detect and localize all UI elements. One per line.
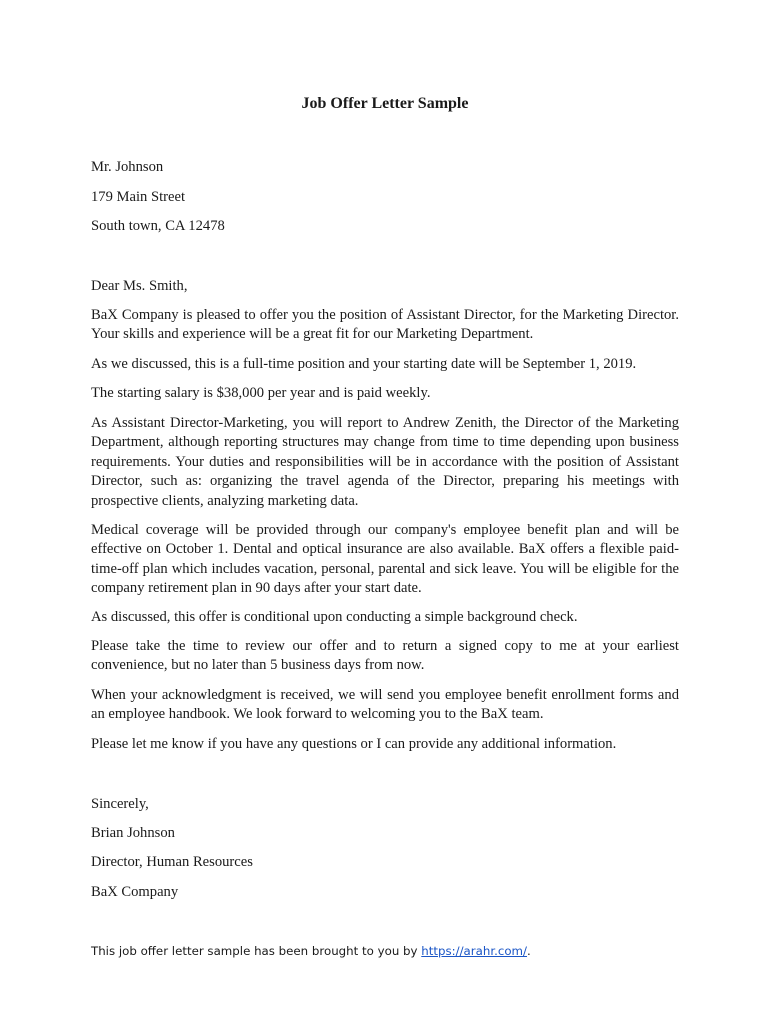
- signer-company: [91, 883, 679, 902]
- paragraph-benefits: [91, 521, 679, 599]
- signer-name: [91, 824, 679, 843]
- paragraph-text: Please take the time to review our offer and to return a signed copy to me at your earliest convenience, but no later than 5 business days from now.: [91, 638, 679, 674]
- document-title: Job Offer Letter Sample: [301, 95, 469, 112]
- recipient-city-text: South town, CA 12478: [91, 218, 225, 234]
- paragraph-acknowledgment: [91, 686, 679, 725]
- paragraph-text: BaX Company is pleased to offer you the position of Assistant Director, for the Marketing Director. Your skills and experience will be a great fit for our Marketing Department.: [91, 307, 679, 343]
- paragraph-text: Please let me know if you have any questions or I can provide any additional information.: [91, 736, 617, 752]
- footer-suffix: .: [527, 944, 531, 958]
- signer-company-text: BaX Company: [91, 884, 179, 900]
- recipient-street: [91, 188, 679, 207]
- paragraph-review: [91, 637, 679, 676]
- recipient-name: [91, 158, 679, 177]
- paragraph-questions: [91, 735, 679, 754]
- footer-note: [91, 942, 531, 960]
- footer-link[interactable]: https://arahr.com/: [421, 944, 528, 958]
- paragraph-start-date: [91, 355, 679, 374]
- paragraph-text: As we discussed, this is a full-time position and your starting date will be September 1, 2019.: [91, 356, 637, 372]
- sign-off: [91, 795, 679, 814]
- paragraph-offer: [91, 306, 679, 345]
- salutation: [91, 277, 679, 296]
- paragraph-salary: [91, 384, 679, 403]
- paragraph-reporting: [91, 414, 679, 511]
- signer-name-text: Brian Johnson: [91, 825, 175, 841]
- signer-position: [91, 853, 679, 872]
- paragraph-background-check: [91, 608, 679, 627]
- paragraph-text: As Assistant Director-Marketing, you will report to Andrew Zenith, the Director of the Marketing Department, although reporting structures may change from time to time depending upon business requirements. Your duties and responsibilities will be in accordance with the position of Assistant Director, such as: organizing the travel agenda of the Director, preparing his meetings with prospective clients, analyzing marketing data.: [91, 415, 679, 509]
- salutation-text: Dear Ms. Smith,: [91, 278, 188, 294]
- paragraph-text: Medical coverage will be provided through our company's employee benefit plan and will be effective on October 1. Dental and optical insurance are also available. BaX offers a flexible paid-time-off plan which includes vacation, personal, parental and sick leave. You will be eligible for the company retirement plan in 90 days after your start date.: [91, 522, 679, 597]
- paragraph-text: When your acknowledgment is received, we will send you employee benefit enrollment forms and an employee handbook. We look forward to welcoming you to the BaX team.: [91, 687, 679, 723]
- recipient-street-text: 179 Main Street: [91, 189, 186, 205]
- signer-position-text: Director, Human Resources: [91, 854, 253, 870]
- recipient-name-text: Mr. Johnson: [91, 159, 164, 175]
- footer-text: This job offer letter sample has been brought to you by: [91, 944, 422, 958]
- paragraph-text: As discussed, this offer is conditional upon conducting a simple background check.: [91, 609, 578, 625]
- sign-off-text: Sincerely,: [91, 796, 149, 812]
- paragraph-text: The starting salary is $38,000 per year and is paid weekly.: [91, 385, 431, 401]
- recipient-city: [91, 217, 679, 236]
